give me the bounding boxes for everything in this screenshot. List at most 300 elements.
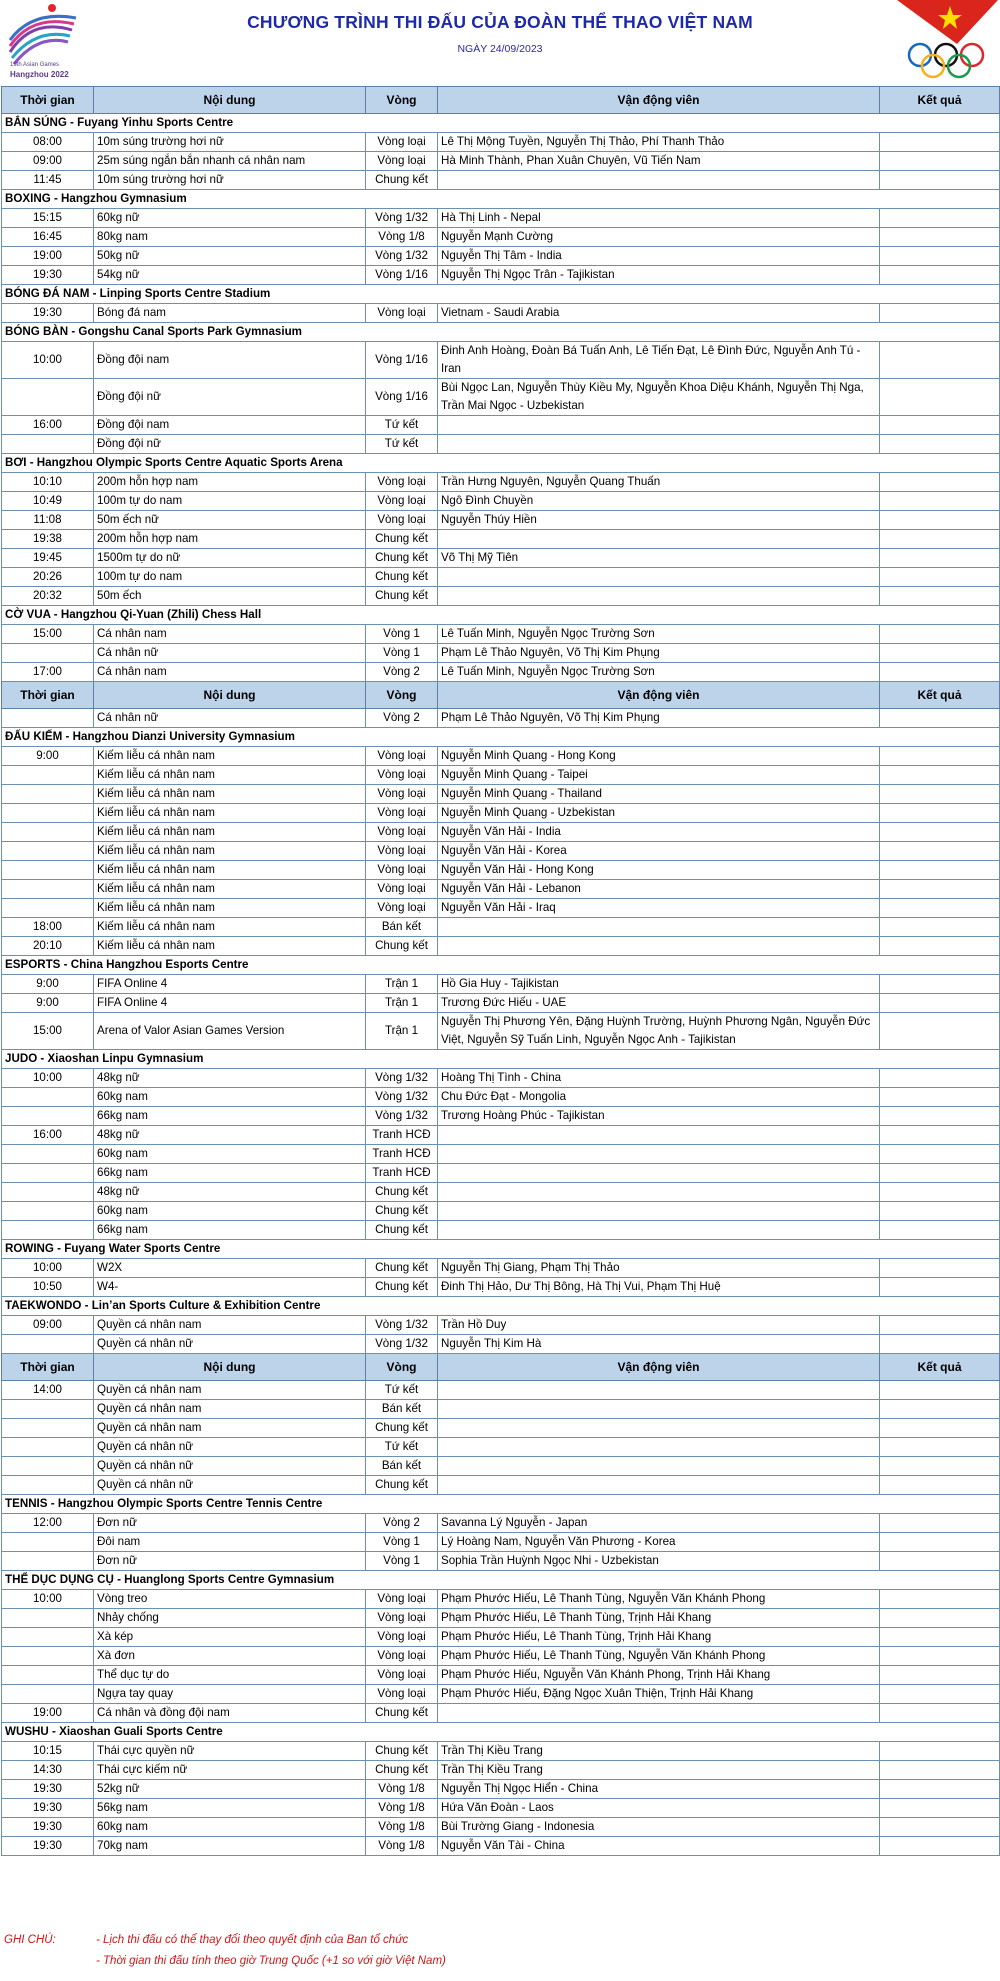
cell-athletes	[438, 1183, 880, 1202]
cell-time: 17:00	[2, 663, 94, 682]
cell-round: Chung kết	[366, 1761, 438, 1780]
cell-athletes: Lê Thị Mộng Tuyền, Nguyễn Thị Thảo, Phí Thanh Thảo	[438, 133, 880, 152]
cell-time: 10:00	[2, 1259, 94, 1278]
cell-round: Vòng 1/16	[366, 266, 438, 285]
cell-round: Tứ kết	[366, 435, 438, 454]
cell-event: Quyền cá nhân nữ	[94, 1335, 366, 1354]
schedule-row	[2, 1761, 1000, 1780]
cell-result	[880, 1590, 1000, 1609]
cell-athletes: Nguyễn Văn Tài - China	[438, 1837, 880, 1856]
schedule-row	[2, 1107, 1000, 1126]
schedule-row	[2, 342, 1000, 379]
cell-round: Vòng loại	[366, 747, 438, 766]
cell-round: Vòng 1/32	[366, 1069, 438, 1088]
cell-time	[2, 644, 94, 663]
cell-event: Kiếm liễu cá nhân nam	[94, 918, 366, 937]
cell-result	[880, 1316, 1000, 1335]
schedule-row	[2, 133, 1000, 152]
cell-result	[880, 1533, 1000, 1552]
header-result: Kết quả	[880, 1354, 1000, 1381]
logo-caption-1: 19th Asian Games	[10, 62, 60, 68]
cell-time	[2, 842, 94, 861]
header-round: Vòng	[366, 1354, 438, 1381]
cell-time	[2, 1202, 94, 1221]
cell-time	[2, 1400, 94, 1419]
cell-round: Vòng loại	[366, 1666, 438, 1685]
cell-time: 19:30	[2, 1837, 94, 1856]
cell-athletes: Phạm Phước Hiếu, Lê Thanh Tùng, Trịnh Hải Khang	[438, 1628, 880, 1647]
cell-round: Vòng 2	[366, 1514, 438, 1533]
cell-round: Vòng 1/8	[366, 1818, 438, 1837]
cell-result	[880, 473, 1000, 492]
venue-title: ESPORTS - China Hangzhou Esports Centre	[2, 956, 1000, 975]
schedule-row	[2, 1381, 1000, 1400]
schedule-row	[2, 152, 1000, 171]
column-header-row	[2, 87, 1000, 114]
cell-event: Đơn nữ	[94, 1552, 366, 1571]
cell-round: Vòng loại	[366, 152, 438, 171]
schedule-row	[2, 1013, 1000, 1050]
cell-time	[2, 1221, 94, 1240]
cell-event: 48kg nữ	[94, 1126, 366, 1145]
schedule-row	[2, 1400, 1000, 1419]
cell-athletes: Nguyễn Thị Kim Hà	[438, 1335, 880, 1354]
cell-athletes: Nguyễn Minh Quang - Taipei	[438, 766, 880, 785]
schedule-row	[2, 918, 1000, 937]
cell-event: Quyền cá nhân nữ	[94, 1457, 366, 1476]
cell-athletes: Trương Đức Hiếu - UAE	[438, 994, 880, 1013]
cell-athletes: Lê Tuấn Minh, Nguyễn Ngọc Trường Sơn	[438, 663, 880, 682]
schedule-row	[2, 1278, 1000, 1297]
schedule-row	[2, 568, 1000, 587]
cell-athletes: Hứa Văn Đoàn - Laos	[438, 1799, 880, 1818]
cell-event: Quyền cá nhân nữ	[94, 1476, 366, 1495]
cell-athletes	[438, 937, 880, 956]
cell-time: 19:30	[2, 1818, 94, 1837]
cell-round: Vòng 1/32	[366, 1088, 438, 1107]
cell-time	[2, 823, 94, 842]
header-athletes: Vận động viên	[438, 87, 880, 114]
cell-round: Chung kết	[366, 1476, 438, 1495]
cell-athletes	[438, 1126, 880, 1145]
cell-result	[880, 1552, 1000, 1571]
schedule-row	[2, 747, 1000, 766]
cell-time: 10:50	[2, 1278, 94, 1297]
cell-athletes	[438, 171, 880, 190]
cell-time	[2, 1666, 94, 1685]
cell-round: Vòng loại	[366, 766, 438, 785]
cell-time	[2, 1685, 94, 1704]
venue-section-row	[2, 956, 1000, 975]
cell-round: Vòng loại	[366, 1590, 438, 1609]
cell-round: Vòng loại	[366, 880, 438, 899]
schedule-row	[2, 1742, 1000, 1761]
cell-result	[880, 1742, 1000, 1761]
cell-result	[880, 1780, 1000, 1799]
note-line-2: - Thời gian thi đấu tính theo giờ Trung Quốc (+1 so với giờ Việt Nam)	[96, 1955, 446, 1967]
cell-round: Vòng 1/16	[366, 379, 438, 416]
cell-event: Thái cực quyền nữ	[94, 1742, 366, 1761]
header-round: Vòng	[366, 682, 438, 709]
cell-athletes	[438, 1419, 880, 1438]
cell-event: 200m hỗn hợp nam	[94, 530, 366, 549]
cell-athletes: Nguyễn Thị Tâm - India	[438, 247, 880, 266]
cell-round: Vòng loại	[366, 1647, 438, 1666]
cell-event: Đồng đội nữ	[94, 435, 366, 454]
schedule-row	[2, 663, 1000, 682]
cell-time: 19:00	[2, 247, 94, 266]
cell-time: 10:00	[2, 342, 94, 379]
cell-round: Vòng loại	[366, 1685, 438, 1704]
cell-result	[880, 304, 1000, 323]
cell-time: 18:00	[2, 918, 94, 937]
cell-athletes: Phạm Phước Hiếu, Lê Thanh Tùng, Nguyễn Văn Khánh Phong	[438, 1590, 880, 1609]
cell-athletes: Hà Minh Thành, Phan Xuân Chuyên, Vũ Tiến Nam	[438, 152, 880, 171]
cell-athletes: Trần Hưng Nguyên, Nguyễn Quang Thuấn	[438, 473, 880, 492]
cell-athletes: Hoàng Thị Tình - China	[438, 1069, 880, 1088]
cell-athletes: Nguyễn Văn Hải - Lebanon	[438, 880, 880, 899]
cell-time: 10:00	[2, 1069, 94, 1088]
cell-round: Vòng loại	[366, 1628, 438, 1647]
cell-event: 52kg nữ	[94, 1780, 366, 1799]
cell-athletes	[438, 435, 880, 454]
header-round: Vòng	[366, 87, 438, 114]
cell-round: Vòng loại	[366, 842, 438, 861]
column-header-row	[2, 1354, 1000, 1381]
cell-time	[2, 709, 94, 728]
cell-event: W4-	[94, 1278, 366, 1297]
cell-result	[880, 1183, 1000, 1202]
schedule-row	[2, 416, 1000, 435]
schedule-row	[2, 842, 1000, 861]
cell-athletes: Nguyễn Thị Phương Yên, Đặng Huỳnh Trường, Huỳnh Phương Ngân, Nguyễn Đức Việt, Nguyễn Sỹ Tuấn Linh, Nguyễn Ngọc Anh - Tajikistan	[438, 1013, 880, 1050]
cell-athletes	[438, 1221, 880, 1240]
cell-athletes	[438, 1476, 880, 1495]
cell-round: Vòng loại	[366, 304, 438, 323]
cell-round: Trận 1	[366, 994, 438, 1013]
cell-round: Tranh HCĐ	[366, 1126, 438, 1145]
header-event: Nội dung	[94, 682, 366, 709]
header-athletes: Vận động viên	[438, 1354, 880, 1381]
cell-result	[880, 1419, 1000, 1438]
cell-event: 56kg nam	[94, 1799, 366, 1818]
cell-result	[880, 1837, 1000, 1856]
venue-title: ROWING - Fuyang Water Sports Centre	[2, 1240, 1000, 1259]
cell-round: Chung kết	[366, 587, 438, 606]
cell-round: Vòng 1/16	[366, 342, 438, 379]
cell-result	[880, 1013, 1000, 1050]
cell-athletes: Nguyễn Thúy Hiền	[438, 511, 880, 530]
schedule-row	[2, 899, 1000, 918]
schedule-row	[2, 880, 1000, 899]
cell-round: Vòng 2	[366, 709, 438, 728]
cell-round: Trận 1	[366, 1013, 438, 1050]
cell-athletes: Phạm Phước Hiếu, Nguyễn Văn Khánh Phong, Trịnh Hải Khang	[438, 1666, 880, 1685]
cell-event: 60kg nam	[94, 1088, 366, 1107]
cell-result	[880, 171, 1000, 190]
venue-section-row	[2, 190, 1000, 209]
cell-round: Tứ kết	[366, 1381, 438, 1400]
cell-round: Vòng loại	[366, 473, 438, 492]
cell-result	[880, 511, 1000, 530]
cell-time: 19:38	[2, 530, 94, 549]
cell-result	[880, 1145, 1000, 1164]
cell-time: 9:00	[2, 994, 94, 1013]
cell-result	[880, 1107, 1000, 1126]
cell-time: 08:00	[2, 133, 94, 152]
cell-result	[880, 492, 1000, 511]
schedule-row	[2, 785, 1000, 804]
cell-time	[2, 1088, 94, 1107]
cell-event: Ngựa tay quay	[94, 1685, 366, 1704]
cell-event: Cá nhân nam	[94, 663, 366, 682]
cell-round: Vòng 1	[366, 1533, 438, 1552]
cell-athletes: Nguyễn Minh Quang - Uzbekistan	[438, 804, 880, 823]
cell-round: Vòng 1/8	[366, 1837, 438, 1856]
cell-time: 19:45	[2, 549, 94, 568]
cell-result	[880, 247, 1000, 266]
cell-athletes: Phạm Phước Hiếu, Đặng Ngọc Xuân Thiện, Trịnh Hải Khang	[438, 1685, 880, 1704]
cell-event: 10m súng trường hơi nữ	[94, 133, 366, 152]
cell-result	[880, 842, 1000, 861]
cell-time	[2, 1628, 94, 1647]
cell-event: 54kg nữ	[94, 266, 366, 285]
cell-event: 80kg nam	[94, 228, 366, 247]
cell-result	[880, 1476, 1000, 1495]
cell-athletes: Trần Hồ Duy	[438, 1316, 880, 1335]
venue-section-row	[2, 1723, 1000, 1742]
cell-round: Chung kết	[366, 1183, 438, 1202]
cell-event: Kiếm liễu cá nhân nam	[94, 804, 366, 823]
cell-event: Nhảy chống	[94, 1609, 366, 1628]
cell-time	[2, 766, 94, 785]
cell-result	[880, 1799, 1000, 1818]
cell-time	[2, 1419, 94, 1438]
venue-title: CỜ VUA - Hangzhou Qi-Yuan (Zhili) Chess Hall	[2, 606, 1000, 625]
cell-athletes: Ngô Đình Chuyền	[438, 492, 880, 511]
venue-section-row	[2, 285, 1000, 304]
schedule-row	[2, 549, 1000, 568]
cell-result	[880, 1278, 1000, 1297]
cell-event: Cá nhân nữ	[94, 709, 366, 728]
cell-result	[880, 937, 1000, 956]
schedule-row	[2, 625, 1000, 644]
cell-round: Vòng 1	[366, 644, 438, 663]
schedule-row	[2, 1316, 1000, 1335]
cell-round: Vòng 1/8	[366, 1780, 438, 1799]
cell-event: Kiếm liễu cá nhân nam	[94, 861, 366, 880]
cell-round: Chung kết	[366, 568, 438, 587]
schedule-row	[2, 1514, 1000, 1533]
logo-caption-2: Hangzhou 2022	[10, 70, 69, 79]
cell-athletes: Đinh Anh Hoàng, Đoàn Bá Tuấn Anh, Lê Tiến Đạt, Lê Đình Đức, Nguyễn Anh Tú - Iran	[438, 342, 880, 379]
cell-athletes: Nguyễn Văn Hải - Iraq	[438, 899, 880, 918]
cell-event: Bóng đá nam	[94, 304, 366, 323]
cell-event: Quyền cá nhân nam	[94, 1419, 366, 1438]
cell-event: Thể dục tự do	[94, 1666, 366, 1685]
cell-round: Tứ kết	[366, 1438, 438, 1457]
schedule-row	[2, 473, 1000, 492]
cell-result	[880, 435, 1000, 454]
cell-athletes: Đinh Thị Hảo, Dư Thị Bông, Hà Thị Vui, Phạm Thị Huệ	[438, 1278, 880, 1297]
cell-time	[2, 1183, 94, 1202]
cell-round: Vòng loại	[366, 785, 438, 804]
cell-result	[880, 1457, 1000, 1476]
schedule-row	[2, 994, 1000, 1013]
cell-round: Vòng loại	[366, 823, 438, 842]
cell-event: 60kg nam	[94, 1145, 366, 1164]
cell-round: Chung kết	[366, 1221, 438, 1240]
cell-result	[880, 1335, 1000, 1354]
cell-time: 12:00	[2, 1514, 94, 1533]
cell-athletes: Nguyễn Thị Giang, Phạm Thị Thảo	[438, 1259, 880, 1278]
cell-round: Vòng 1/32	[366, 209, 438, 228]
cell-time: 16:00	[2, 1126, 94, 1145]
cell-time	[2, 861, 94, 880]
schedule-row	[2, 1704, 1000, 1723]
cell-athletes	[438, 568, 880, 587]
cell-event: FIFA Online 4	[94, 994, 366, 1013]
cell-time	[2, 1438, 94, 1457]
cell-time: 19:00	[2, 1704, 94, 1723]
cell-athletes: Hồ Gia Huy - Tajikistan	[438, 975, 880, 994]
schedule-row	[2, 1335, 1000, 1354]
cell-round: Bán kết	[366, 1457, 438, 1476]
schedule-row	[2, 1438, 1000, 1457]
schedule-row	[2, 304, 1000, 323]
schedule-row	[2, 804, 1000, 823]
cell-athletes: Nguyễn Mạnh Cường	[438, 228, 880, 247]
cell-result	[880, 1628, 1000, 1647]
cell-result	[880, 1126, 1000, 1145]
cell-event: Quyền cá nhân nam	[94, 1381, 366, 1400]
cell-result	[880, 587, 1000, 606]
venue-title: BẮN SÚNG - Fuyang Yinhu Sports Centre	[2, 114, 1000, 133]
cell-athletes	[438, 1202, 880, 1221]
cell-result	[880, 709, 1000, 728]
cell-athletes: Nguyễn Văn Hải - Hong Kong	[438, 861, 880, 880]
cell-athletes	[438, 1381, 880, 1400]
cell-time	[2, 1476, 94, 1495]
cell-time	[2, 899, 94, 918]
cell-time: 19:30	[2, 1799, 94, 1818]
cell-event: Kiếm liễu cá nhân nam	[94, 880, 366, 899]
cell-round: Vòng 1	[366, 1552, 438, 1571]
schedule-row	[2, 1590, 1000, 1609]
schedule-row	[2, 1609, 1000, 1628]
schedule-row	[2, 1780, 1000, 1799]
cell-athletes: Chu Đức Đạt - Mongolia	[438, 1088, 880, 1107]
venue-section-row	[2, 323, 1000, 342]
schedule-row	[2, 587, 1000, 606]
cell-result	[880, 747, 1000, 766]
cell-event: 48kg nữ	[94, 1069, 366, 1088]
schedule-row	[2, 1457, 1000, 1476]
cell-round: Vòng loại	[366, 804, 438, 823]
cell-time: 10:10	[2, 473, 94, 492]
cell-result	[880, 1514, 1000, 1533]
cell-time	[2, 785, 94, 804]
cell-athletes: Lý Hoàng Nam, Nguyễn Văn Phương - Korea	[438, 1533, 880, 1552]
cell-time: 09:00	[2, 1316, 94, 1335]
cell-athletes	[438, 530, 880, 549]
cell-athletes: Vietnam - Saudi Arabia	[438, 304, 880, 323]
cell-round: Vòng 1/8	[366, 228, 438, 247]
schedule-row	[2, 228, 1000, 247]
page-date: NGÀY 24/09/2023	[457, 43, 543, 55]
header-time: Thời gian	[2, 682, 94, 709]
cell-result	[880, 228, 1000, 247]
cell-time: 10:15	[2, 1742, 94, 1761]
schedule-row	[2, 1533, 1000, 1552]
cell-time: 10:00	[2, 1590, 94, 1609]
cell-time: 9:00	[2, 747, 94, 766]
venue-section-row	[2, 1495, 1000, 1514]
cell-event: 60kg nữ	[94, 209, 366, 228]
cell-result	[880, 899, 1000, 918]
header-result: Kết quả	[880, 682, 1000, 709]
cell-result	[880, 823, 1000, 842]
schedule-row	[2, 247, 1000, 266]
cell-event: Đồng đội nữ	[94, 379, 366, 416]
cell-round: Vòng 1/32	[366, 1335, 438, 1354]
venue-section-row	[2, 606, 1000, 625]
cell-event: Kiếm liễu cá nhân nam	[94, 747, 366, 766]
cell-time	[2, 1335, 94, 1354]
cell-result	[880, 861, 1000, 880]
venue-section-row	[2, 1297, 1000, 1316]
cell-athletes: Nguyễn Thị Ngọc Hiển - China	[438, 1780, 880, 1799]
cell-event: Đồng đội nam	[94, 342, 366, 379]
cell-event: Kiếm liễu cá nhân nam	[94, 937, 366, 956]
cell-athletes: Trần Thị Kiều Trang	[438, 1761, 880, 1780]
schedule-row	[2, 511, 1000, 530]
cell-round: Chung kết	[366, 1202, 438, 1221]
cell-result	[880, 785, 1000, 804]
schedule-row	[2, 1126, 1000, 1145]
cell-athletes: Lê Tuấn Minh, Nguyễn Ngọc Trường Sơn	[438, 625, 880, 644]
cell-athletes	[438, 587, 880, 606]
cell-athletes: Trần Thị Kiều Trang	[438, 1742, 880, 1761]
cell-time	[2, 379, 94, 416]
cell-time	[2, 1164, 94, 1183]
cell-athletes: Sophia Trần Huỳnh Ngọc Nhi - Uzbekistan	[438, 1552, 880, 1571]
cell-athletes: Savanna Lý Nguyễn - Japan	[438, 1514, 880, 1533]
cell-athletes: Bùi Ngọc Lan, Nguyễn Thùy Kiều My, Nguyễn Khoa Diệu Khánh, Nguyễn Thị Nga, Trần Mai Ngọc - Uzbekistan	[438, 379, 880, 416]
cell-result	[880, 918, 1000, 937]
cell-athletes	[438, 416, 880, 435]
cell-event: Kiếm liễu cá nhân nam	[94, 766, 366, 785]
cell-event: Cá nhân nữ	[94, 644, 366, 663]
cell-event: 70kg nam	[94, 1837, 366, 1856]
venue-title: JUDO - Xiaoshan Linpu Gymnasium	[2, 1050, 1000, 1069]
cell-result	[880, 1164, 1000, 1183]
cell-athletes: Nguyễn Minh Quang - Hong Kong	[438, 747, 880, 766]
cell-time: 20:26	[2, 568, 94, 587]
header-event: Nội dung	[94, 1354, 366, 1381]
cell-event: Cá nhân nam	[94, 625, 366, 644]
cell-time	[2, 880, 94, 899]
cell-result	[880, 1400, 1000, 1419]
cell-time: 14:00	[2, 1381, 94, 1400]
cell-time: 20:32	[2, 587, 94, 606]
header-athletes: Vận động viên	[438, 682, 880, 709]
cell-result	[880, 379, 1000, 416]
cell-time	[2, 1609, 94, 1628]
cell-athletes: Nguyễn Thị Ngọc Trân - Tajikistan	[438, 266, 880, 285]
cell-event: Kiếm liễu cá nhân nam	[94, 823, 366, 842]
cell-result	[880, 766, 1000, 785]
